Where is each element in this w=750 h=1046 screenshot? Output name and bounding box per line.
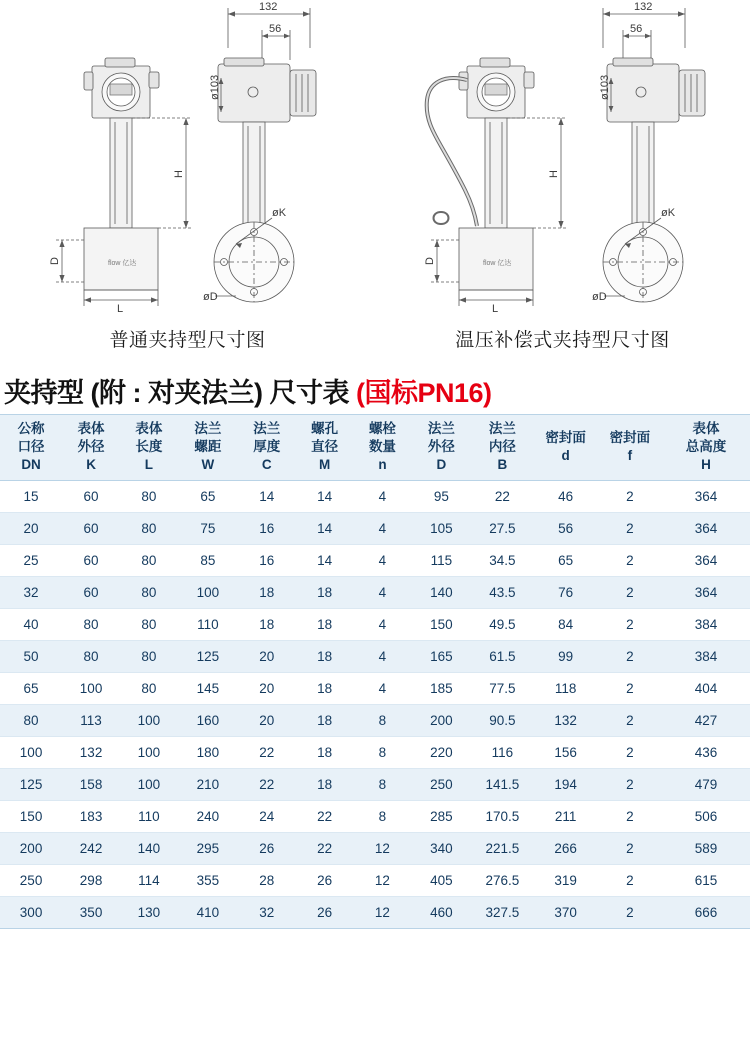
col-w: 法兰 螺距 W — [178, 415, 238, 481]
cell-k: 60 — [62, 513, 120, 545]
cell-n: 4 — [354, 641, 412, 673]
col-c: 法兰 厚度 C — [238, 415, 296, 481]
cell-n: 4 — [354, 513, 412, 545]
cell-b-inner: 77.5 — [471, 673, 533, 705]
col-total-height: 表体 总高度 H — [662, 415, 750, 481]
table-row — [0, 737, 750, 769]
cell-total-height: 506 — [662, 801, 750, 833]
cell-total-height: 384 — [662, 609, 750, 641]
dim-neck-width-right: 56 — [630, 23, 643, 35]
cell-c: 32 — [238, 897, 296, 929]
cell-m: 14 — [296, 513, 354, 545]
table-row — [0, 609, 750, 641]
col-b-inner: 法兰 内径 B — [471, 415, 533, 481]
dim-head-dia-right: ø103 — [599, 74, 611, 100]
cell-w: 180 — [178, 737, 238, 769]
cell-d-outer: 200 — [411, 705, 471, 737]
cell-c: 18 — [238, 577, 296, 609]
cell-total-height: 589 — [662, 833, 750, 865]
cell-dn: 15 — [0, 481, 62, 513]
cell-w: 125 — [178, 641, 238, 673]
cell-n: 4 — [354, 545, 412, 577]
page-title-standard: (国标PN16) — [355, 377, 492, 408]
cell-w: 210 — [178, 769, 238, 801]
cell-l: 80 — [120, 513, 178, 545]
cell-dn: 125 — [0, 769, 62, 801]
cell-l: 80 — [120, 673, 178, 705]
cell-l: 114 — [120, 865, 178, 897]
cell-total-height: 364 — [662, 481, 750, 513]
table-row — [0, 769, 750, 801]
cell-n: 8 — [354, 737, 412, 769]
diagram-captions — [0, 325, 750, 352]
cell-n: 8 — [354, 801, 412, 833]
cell-dn: 20 — [0, 513, 62, 545]
cell-seal-d: 65 — [534, 545, 598, 577]
cell-d-outer: 340 — [411, 833, 471, 865]
cell-w: 160 — [178, 705, 238, 737]
cell-c: 22 — [238, 737, 296, 769]
dim-body-dia-right: D — [424, 257, 436, 265]
table-row — [0, 833, 750, 865]
dim-height-right: H — [548, 170, 560, 178]
cell-w: 355 — [178, 865, 238, 897]
cell-n: 4 — [354, 481, 412, 513]
dim-top-width-left: 132 — [259, 1, 278, 13]
cell-seal-f: 2 — [598, 481, 662, 513]
cell-b-inner: 116 — [471, 737, 533, 769]
diagram-standard-clamp — [0, 0, 375, 320]
cell-seal-d: 99 — [534, 641, 598, 673]
cell-n: 12 — [354, 865, 412, 897]
cell-seal-d: 46 — [534, 481, 598, 513]
diagram-temp-pressure-clamp — [375, 0, 750, 320]
cell-d-outer: 115 — [411, 545, 471, 577]
cell-m: 22 — [296, 801, 354, 833]
dim-flange-dia-left: øD — [203, 291, 218, 303]
cell-seal-f: 2 — [598, 769, 662, 801]
cell-w: 110 — [178, 609, 238, 641]
cell-k: 60 — [62, 481, 120, 513]
cell-w: 75 — [178, 513, 238, 545]
cell-m: 18 — [296, 769, 354, 801]
cell-w: 240 — [178, 801, 238, 833]
caption-temp-pressure-clamp: 温压补偿式夹持型尺寸图 — [455, 330, 670, 351]
dimension-diagrams — [0, 0, 750, 360]
table-row — [0, 705, 750, 737]
spec-table-body — [0, 481, 750, 929]
cell-dn: 32 — [0, 577, 62, 609]
spec-table-header-row — [0, 415, 750, 481]
cell-total-height: 479 — [662, 769, 750, 801]
cell-k: 242 — [62, 833, 120, 865]
cell-total-height: 427 — [662, 705, 750, 737]
dim-height-left: H — [173, 170, 185, 178]
cell-seal-d: 156 — [534, 737, 598, 769]
table-row — [0, 673, 750, 705]
svg-text:flow 亿达: flow 亿达 — [483, 260, 512, 267]
cell-total-height: 364 — [662, 577, 750, 609]
cell-m: 14 — [296, 481, 354, 513]
cell-d-outer: 165 — [411, 641, 471, 673]
cell-l: 100 — [120, 705, 178, 737]
cell-c: 20 — [238, 641, 296, 673]
cell-d-outer: 105 — [411, 513, 471, 545]
dim-body-len-right: L — [492, 303, 499, 315]
col-d-outer: 法兰 外径 D — [411, 415, 471, 481]
cell-b-inner: 221.5 — [471, 833, 533, 865]
cell-dn: 40 — [0, 609, 62, 641]
cell-seal-f: 2 — [598, 865, 662, 897]
dim-top-width-right: 132 — [634, 1, 653, 13]
cell-w: 65 — [178, 481, 238, 513]
cell-b-inner: 61.5 — [471, 641, 533, 673]
dim-neck-width-left: 56 — [269, 23, 282, 35]
cell-m: 18 — [296, 673, 354, 705]
cell-total-height: 666 — [662, 897, 750, 929]
cell-m: 18 — [296, 609, 354, 641]
cell-k: 60 — [62, 545, 120, 577]
cell-l: 80 — [120, 545, 178, 577]
cell-w: 295 — [178, 833, 238, 865]
cell-seal-f: 2 — [598, 897, 662, 929]
cell-dn: 25 — [0, 545, 62, 577]
table-row — [0, 897, 750, 929]
col-seal-f: 密封面 f — [598, 415, 662, 481]
cell-l: 110 — [120, 801, 178, 833]
cell-total-height: 404 — [662, 673, 750, 705]
cell-b-inner: 141.5 — [471, 769, 533, 801]
cell-m: 18 — [296, 737, 354, 769]
diagram-standard-clamp-svg — [0, 0, 375, 320]
cell-seal-f: 2 — [598, 577, 662, 609]
cell-dn: 50 — [0, 641, 62, 673]
cell-n: 12 — [354, 833, 412, 865]
table-row — [0, 801, 750, 833]
page-title-main: 夹持型 (附 : 对夹法兰) 尺寸表 — [4, 377, 356, 408]
cell-c: 26 — [238, 833, 296, 865]
cell-total-height: 364 — [662, 513, 750, 545]
cell-seal-d: 132 — [534, 705, 598, 737]
cell-seal-d: 84 — [534, 609, 598, 641]
cell-n: 4 — [354, 673, 412, 705]
spec-table-head — [0, 415, 750, 481]
cell-l: 80 — [120, 641, 178, 673]
cell-n: 12 — [354, 897, 412, 929]
cell-w: 85 — [178, 545, 238, 577]
cell-b-inner: 22 — [471, 481, 533, 513]
cell-seal-d: 266 — [534, 833, 598, 865]
cell-total-height: 436 — [662, 737, 750, 769]
cell-k: 298 — [62, 865, 120, 897]
cell-total-height: 615 — [662, 865, 750, 897]
cell-k: 100 — [62, 673, 120, 705]
cell-c: 20 — [238, 673, 296, 705]
cell-seal-f: 2 — [598, 513, 662, 545]
table-row — [0, 577, 750, 609]
cell-k: 60 — [62, 577, 120, 609]
cell-dn: 80 — [0, 705, 62, 737]
dim-bolt-circle-left: øK — [272, 207, 287, 219]
col-seal-d: 密封面 d — [534, 415, 598, 481]
cell-b-inner: 43.5 — [471, 577, 533, 609]
cell-seal-d: 211 — [534, 801, 598, 833]
cell-d-outer: 150 — [411, 609, 471, 641]
cell-n: 8 — [354, 769, 412, 801]
cell-k: 80 — [62, 641, 120, 673]
col-m: 螺孔 直径 M — [296, 415, 354, 481]
cell-l: 80 — [120, 481, 178, 513]
cell-m: 22 — [296, 833, 354, 865]
cell-k: 80 — [62, 609, 120, 641]
cell-dn: 250 — [0, 865, 62, 897]
cell-seal-f: 2 — [598, 609, 662, 641]
cell-l: 100 — [120, 769, 178, 801]
cell-seal-f: 2 — [598, 833, 662, 865]
cell-b-inner: 170.5 — [471, 801, 533, 833]
dim-bolt-circle-right: øK — [661, 207, 676, 219]
caption-standard-clamp: 普通夹持型尺寸图 — [109, 330, 266, 351]
table-row — [0, 513, 750, 545]
cell-n: 4 — [354, 577, 412, 609]
cell-seal-d: 56 — [534, 513, 598, 545]
cell-dn: 65 — [0, 673, 62, 705]
table-row — [0, 545, 750, 577]
cell-n: 4 — [354, 609, 412, 641]
cell-l: 80 — [120, 577, 178, 609]
cell-seal-f: 2 — [598, 705, 662, 737]
cell-n: 8 — [354, 705, 412, 737]
cell-c: 16 — [238, 545, 296, 577]
cell-d-outer: 250 — [411, 769, 471, 801]
cell-d-outer: 285 — [411, 801, 471, 833]
cell-k: 158 — [62, 769, 120, 801]
col-n: 螺栓 数量 n — [354, 415, 412, 481]
cell-dn: 200 — [0, 833, 62, 865]
cell-c: 20 — [238, 705, 296, 737]
table-row — [0, 641, 750, 673]
cell-b-inner: 34.5 — [471, 545, 533, 577]
dim-head-dia-left: ø103 — [209, 74, 221, 100]
cell-d-outer: 220 — [411, 737, 471, 769]
cell-b-inner: 90.5 — [471, 705, 533, 737]
cell-c: 16 — [238, 513, 296, 545]
cell-seal-d: 76 — [534, 577, 598, 609]
cell-m: 26 — [296, 865, 354, 897]
cell-dn: 300 — [0, 897, 62, 929]
cell-seal-d: 370 — [534, 897, 598, 929]
cell-k: 350 — [62, 897, 120, 929]
cell-w: 410 — [178, 897, 238, 929]
cell-dn: 100 — [0, 737, 62, 769]
cell-seal-f: 2 — [598, 801, 662, 833]
col-l: 表体 长度 L — [120, 415, 178, 481]
cell-seal-d: 118 — [534, 673, 598, 705]
cell-d-outer: 405 — [411, 865, 471, 897]
cell-m: 18 — [296, 577, 354, 609]
cell-l: 80 — [120, 609, 178, 641]
cell-b-inner: 276.5 — [471, 865, 533, 897]
cell-b-inner: 27.5 — [471, 513, 533, 545]
cell-l: 130 — [120, 897, 178, 929]
cell-b-inner: 49.5 — [471, 609, 533, 641]
cell-c: 28 — [238, 865, 296, 897]
cell-total-height: 364 — [662, 545, 750, 577]
dim-body-len-left: L — [117, 303, 124, 315]
cell-c: 18 — [238, 609, 296, 641]
table-row — [0, 481, 750, 513]
cell-d-outer: 140 — [411, 577, 471, 609]
spec-table — [0, 414, 750, 929]
col-dn: 公称 口径 DN — [0, 415, 62, 481]
dim-body-dia-left: D — [49, 257, 61, 265]
table-row — [0, 865, 750, 897]
cell-c: 14 — [238, 481, 296, 513]
cell-seal-d: 319 — [534, 865, 598, 897]
cell-seal-d: 194 — [534, 769, 598, 801]
cell-c: 22 — [238, 769, 296, 801]
cell-w: 145 — [178, 673, 238, 705]
dim-flange-dia-right: øD — [592, 291, 607, 303]
diagram-temp-pressure-clamp-svg — [375, 0, 750, 320]
svg-text:flow 亿达: flow 亿达 — [108, 260, 137, 267]
cell-d-outer: 460 — [411, 897, 471, 929]
col-k: 表体 外径 K — [62, 415, 120, 481]
cell-m: 26 — [296, 897, 354, 929]
cell-b-inner: 327.5 — [471, 897, 533, 929]
section-title — [0, 366, 750, 414]
cell-k: 113 — [62, 705, 120, 737]
cell-seal-f: 2 — [598, 737, 662, 769]
cell-w: 100 — [178, 577, 238, 609]
cell-l: 100 — [120, 737, 178, 769]
cell-k: 183 — [62, 801, 120, 833]
cell-seal-f: 2 — [598, 673, 662, 705]
cell-d-outer: 95 — [411, 481, 471, 513]
cell-dn: 150 — [0, 801, 62, 833]
cell-l: 140 — [120, 833, 178, 865]
cell-m: 18 — [296, 705, 354, 737]
cell-m: 14 — [296, 545, 354, 577]
cell-d-outer: 185 — [411, 673, 471, 705]
cell-c: 24 — [238, 801, 296, 833]
cell-m: 18 — [296, 641, 354, 673]
cell-seal-f: 2 — [598, 641, 662, 673]
cell-k: 132 — [62, 737, 120, 769]
cell-seal-f: 2 — [598, 545, 662, 577]
cell-total-height: 384 — [662, 641, 750, 673]
